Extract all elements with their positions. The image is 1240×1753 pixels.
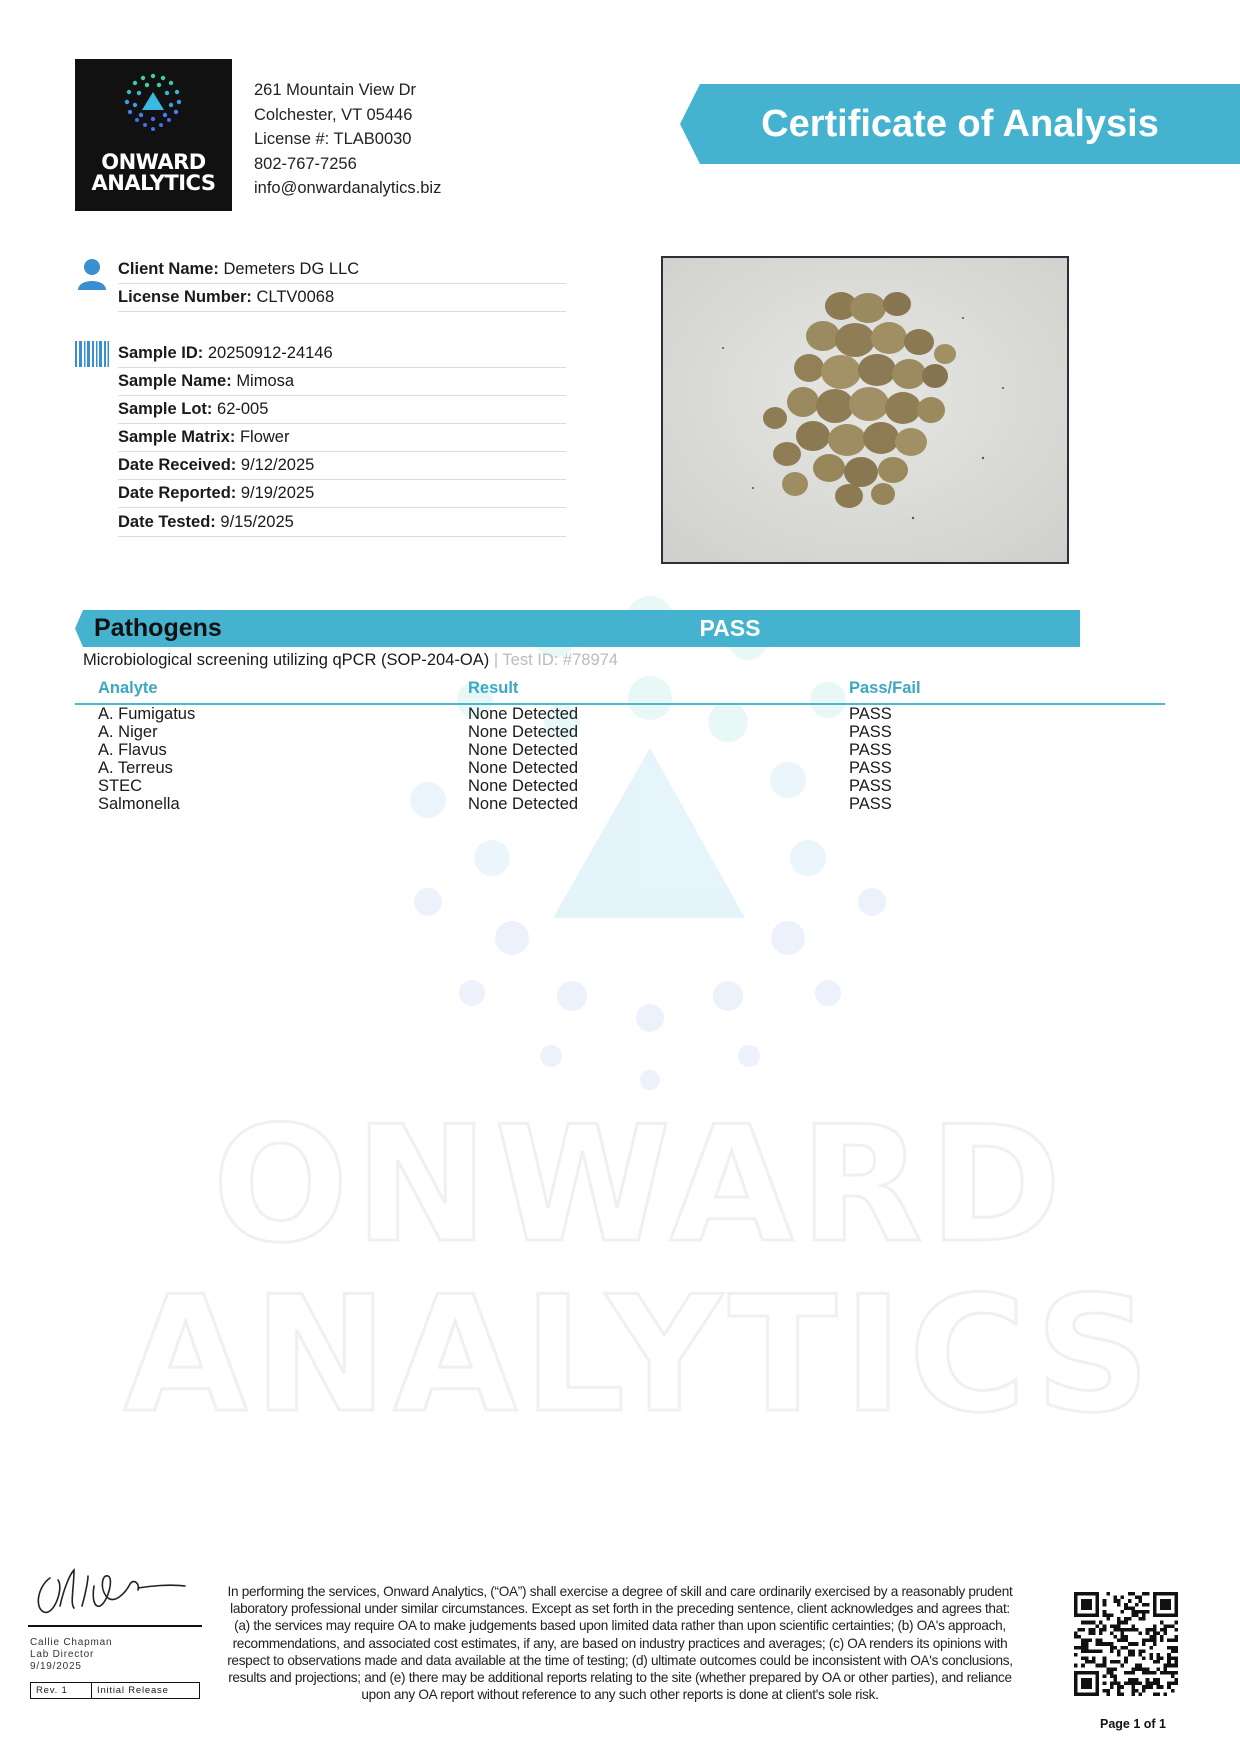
field-value: 62-005	[217, 400, 269, 418]
revision-divider	[91, 1683, 92, 1698]
result-cell: None Detected	[468, 723, 579, 741]
field-value: 9/12/2025	[240, 456, 315, 474]
analyte-cell: A. Terreus	[98, 759, 173, 777]
watermark-text-line2: ANALYTICS	[123, 1261, 1157, 1448]
barcode-icon	[75, 341, 109, 367]
license-number-value: CLTV0068	[256, 288, 335, 306]
sample-lot-field	[118, 396, 566, 424]
column-header-pass-fail: Pass/Fail	[849, 679, 921, 697]
signer-name: Callie Chapman	[30, 1637, 113, 1648]
address-city: Colchester, VT 05446	[254, 105, 413, 124]
table-header-divider	[75, 703, 1165, 705]
date-tested-field	[118, 509, 566, 537]
field-label: Sample Lot:	[118, 400, 213, 418]
date-reported-field	[118, 480, 566, 508]
sample-id-field	[118, 340, 566, 368]
logo-text-line1: ONWARD	[101, 150, 206, 174]
analyte-cell: A. Flavus	[98, 741, 167, 759]
field-label: Sample ID:	[118, 344, 204, 362]
sample-photo	[661, 256, 1069, 564]
logo-wordmark	[75, 152, 232, 194]
person-icon	[76, 256, 108, 292]
signed-date: 9/19/2025	[30, 1661, 82, 1672]
license-number-field	[118, 284, 566, 312]
result-cell: None Detected	[468, 759, 579, 777]
revision-number: Rev. 1	[36, 1685, 68, 1696]
page-number: Page 1 of 1	[1100, 1717, 1166, 1731]
address-license: License #: TLAB0030	[254, 130, 412, 148]
client-name-value: Demeters DG LLC	[223, 260, 360, 278]
analyte-cell: A. Fumigatus	[98, 705, 196, 723]
column-header-analyte: Analyte	[98, 679, 158, 697]
pathogens-title: Pathogens	[94, 614, 222, 642]
pass-fail-cell: PASS	[849, 705, 892, 723]
logo-text-line2: ANALYTICS	[91, 171, 216, 195]
field-value: 9/15/2025	[220, 513, 294, 531]
method-text: Microbiological screening utilizing qPCR (SOP-204-OA)	[83, 651, 490, 669]
pass-fail-cell: PASS	[849, 795, 892, 813]
sample-name-field	[118, 368, 566, 396]
field-value: 20250912-24146	[207, 344, 333, 362]
document-title: Certificate of Analysis	[761, 103, 1159, 145]
test-id: | Test ID: #78974	[493, 651, 618, 669]
pathogens-status-badge: PASS	[699, 615, 761, 641]
pass-fail-cell: PASS	[849, 723, 892, 741]
result-cell: None Detected	[468, 777, 579, 795]
analyte-cell: Salmonella	[98, 795, 180, 813]
watermark-text-line1: ONWARD	[212, 1091, 1068, 1278]
field-value: Mimosa	[236, 372, 295, 390]
date-received-field	[118, 452, 566, 480]
field-label: Date Tested:	[118, 513, 216, 531]
pathogens-method	[83, 651, 618, 670]
pass-fail-cell: PASS	[849, 759, 892, 777]
sample-matrix-field	[118, 424, 566, 452]
analyte-cell: A. Niger	[98, 723, 158, 741]
field-value: Flower	[239, 428, 290, 446]
revision-box	[30, 1682, 200, 1699]
release-label: Initial Release	[97, 1685, 169, 1696]
client-name-label: Client Name:	[118, 260, 219, 278]
signer-role: Lab Director	[30, 1649, 95, 1660]
signature-line	[28, 1625, 202, 1627]
client-name-field	[118, 256, 566, 284]
address-email: info@onwardanalytics.biz	[254, 179, 442, 197]
field-label: Sample Name:	[118, 372, 232, 390]
pass-fail-cell: PASS	[849, 741, 892, 759]
pathogens-header-bar	[75, 610, 1080, 647]
analyte-cell: STEC	[98, 777, 143, 795]
legal-disclaimer: In performing the services, Onward Analytics, (“OA”) shall exercise a degree of skill and care ordinarily exercised by a reasonably prudent laboratory professional under similar circumstances. Except as set forth in the preceding sentence, client acknowledges and agrees that: (a) the services may require OA to make judgements based upon limited data rather than upon scientific certainties; (b) OA's approach, recommendations, and associated cost estimates, if any, are based on industry practices and averages; (c) OA renders its opinions with respect to observations made and data available at the time of testing; (d) ultimate outcomes could be inconsistent with OA's conclusions, results and projections; and (e) there may be additional reports relating to the site (whether prepared by OA or other parties), and reliance upon any OA report without reference to any such other reports is done at client's sole risk.	[227, 1584, 1013, 1703]
qr-code-icon[interactable]	[1074, 1592, 1178, 1696]
address-phone: 802-767-7256	[254, 154, 357, 173]
lab-address-block	[254, 78, 441, 201]
signature-image	[30, 1558, 190, 1620]
result-cell: None Detected	[468, 795, 579, 813]
column-header-result: Result	[468, 679, 519, 697]
signer-info	[30, 1637, 112, 1673]
field-label: Date Reported:	[118, 484, 237, 502]
field-label: Sample Matrix:	[118, 428, 236, 446]
pass-fail-cell: PASS	[849, 777, 892, 795]
logo-mark-icon	[75, 59, 232, 149]
result-cell: None Detected	[468, 741, 579, 759]
address-street: 261 Mountain View Dr	[254, 81, 417, 99]
result-cell: None Detected	[468, 705, 579, 723]
license-number-label: License Number:	[118, 288, 252, 306]
field-value: 9/19/2025	[240, 484, 315, 502]
field-label: Date Received:	[118, 456, 237, 474]
